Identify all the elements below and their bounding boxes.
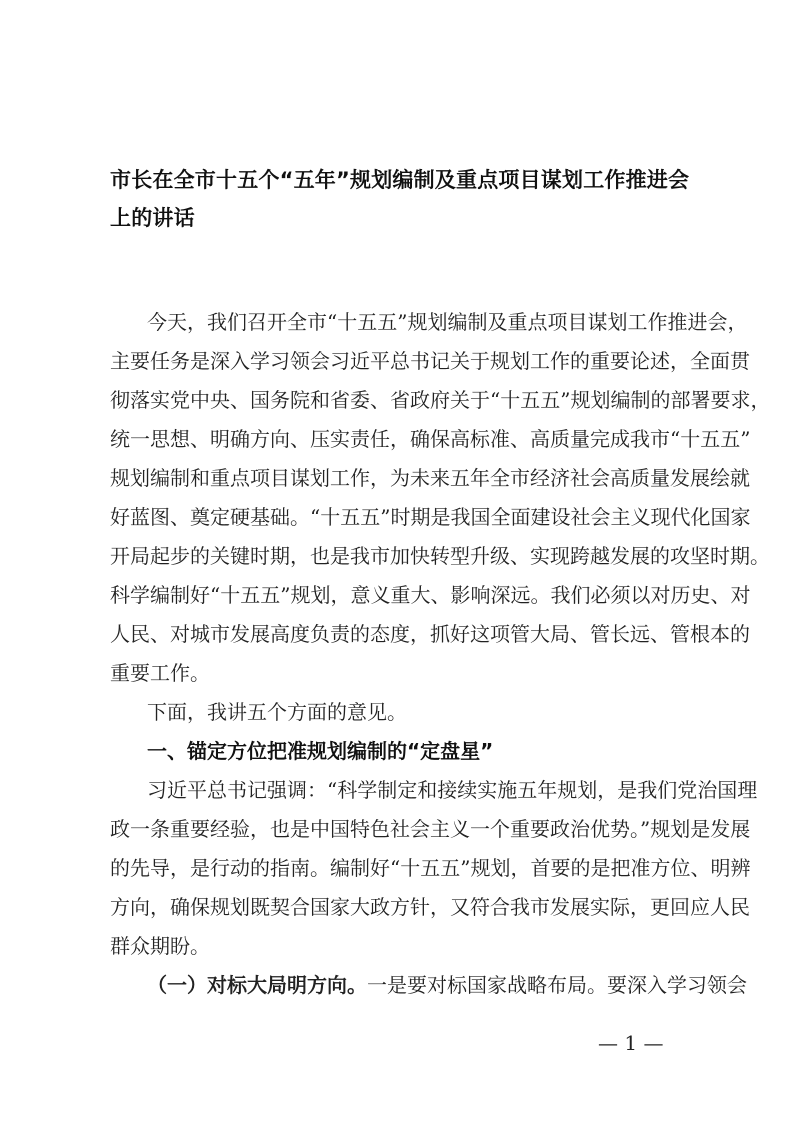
paragraph-intro: 下面，我讲五个方面的意见。 [147,700,407,724]
paragraph-line: 好蓝图、奠定硬基础。“十五五”时期是我国全面建设社会主义现代化国家 [110,505,751,529]
paragraph-line: 今天，我们召开全市“十五五”规划编制及重点项目谋划工作推进会， [147,310,748,334]
subsection-heading: （一）对标大局明方向。 [147,973,367,997]
paragraph-line: 的先导，是行动的指南。编制好“十五五”规划，首要的是把准方位、明辨 [110,856,751,880]
page-number: — 1 — [598,1031,664,1055]
paragraph-line: 规划编制和重点项目谋划工作，为未来五年全市经济社会高质量发展绘就 [110,466,750,490]
subsection-text: 一是要对标国家战略布局。要深入学习领会 [367,973,747,997]
paragraph-line: 习近平总书记强调：“科学制定和接续实施五年规划，是我们党治国理 [147,778,758,802]
paragraph-line: 方向，确保规划既契合国家大政方针，又符合我市发展实际，更回应人民 [110,895,750,919]
paragraph-line: 科学编制好“十五五”规划，意义重大、影响深远。我们必须以对历史、对 [110,583,751,607]
section-heading: 一、锚定方位把准规划编制的“定盘星” [147,739,494,763]
paragraph-line: 主要任务是深入学习领会习近平总书记关于规划工作的重要论述，全面贯 [110,349,750,373]
paragraph-line: 开局起步的关键时期，也是我市加快转型升级、实现跨越发展的攻坚时期。 [110,544,770,568]
document-title-line-2: 上的讲话 [110,206,195,230]
paragraph-line: 政一条重要经验，也是中国特色社会主义一个重要政治优势。”规划是发展 [110,817,751,841]
paragraph-line: 统一思想、明确方向、压实责任，确保高标准、高质量完成我市“十五五” [110,427,751,451]
paragraph-line: 彻落实党中央、国务院和省委、省政府关于“十五五”规划编制的部署要求， [110,388,771,412]
subsection-line [147,972,747,998]
document-title-line-1: 市长在全市十五个“五年”规划编制及重点项目谋划工作推进会 [110,168,690,192]
paragraph-line: 重要工作。 [110,661,210,685]
paragraph-line: 人民、对城市发展高度负责的态度，抓好这项管大局、管长远、管根本的 [110,622,750,646]
paragraph-line: 群众期盼。 [110,934,210,958]
